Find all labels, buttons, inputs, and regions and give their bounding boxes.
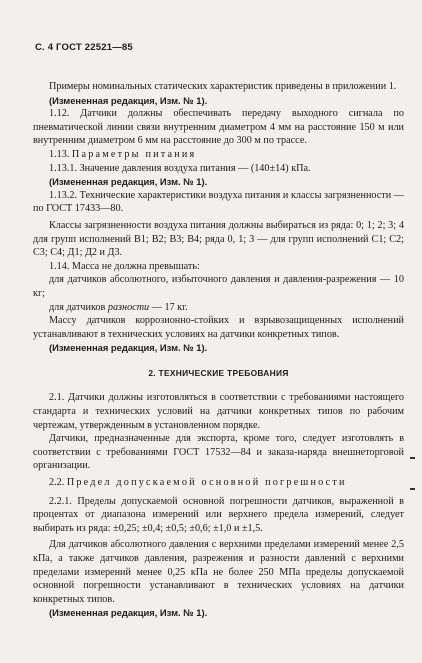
paragraph: 1.13. Параметры питания (49, 148, 197, 160)
paragraph: Датчики, предназначенные для экспорта, кроме того, следует изготовлять в соответствии с требованиями ГОСТ 17532—84 и заказа-наряда внешнеторговой организации. (33, 433, 404, 472)
italic-text: разности (107, 301, 150, 313)
amendment-note: (Измененная редакция, Изм. № 1). (49, 176, 208, 188)
section-heading: 2. ТЕХНИЧЕСКИЕ ТРЕБОВАНИЯ (148, 367, 289, 378)
paragraph: 1.14. Масса не должна превышать: (49, 260, 200, 272)
paragraph: для датчиков абсолютного, избыточного давления и давления-разрежения — 10 кг; (33, 274, 404, 299)
page-header: С. 4 ГОСТ 22521—85 (35, 42, 133, 53)
paragraph: 1.13.2. Технические характеристики воздуха питания и классы загрязненности — по ГОСТ 17433—80. (33, 189, 404, 215)
paragraph: 1.13.1. Значение давления воздуха питания — (140±14) кПа. (49, 162, 311, 174)
margin-mark (410, 457, 415, 459)
margin-mark (410, 488, 415, 490)
paragraph: 2.2.1. Пределы допускаемой основной погрешности датчиков, выраженной в процентах от диапазона измерений или верхнего предела измерений, следует выбирать из ряда: ±0,25; ±0,4; ±0,5; ±0,6; ±1,0 и ±1,5. (33, 495, 404, 534)
amendment-note: (Измененная редакция, Изм. № 1). (49, 94, 208, 106)
amendment-note: (Измененная редакция, Изм. № 1). (49, 607, 208, 619)
document-body (33, 80, 404, 620)
paragraph: для датчиков разности — 17 кг. (49, 301, 188, 313)
paragraph: Классы загрязненности воздуха питания должны выбираться из ряда: 0; 1; 2; 3; 4 для групп исполнений В1; В2; В3; В4; ряда 0, 1; 3 — для групп исполнений С1; С2; С3; С4; Д1; Д2 и Д3. (33, 219, 404, 259)
amendment-note: (Измененная редакция, Изм. № 1). (49, 342, 208, 354)
paragraph: Примеры номинальных статических характеристик приведены в приложении 1. (49, 81, 397, 92)
paragraph: Массу датчиков коррозионно-стойких и взрывозащищенных исполнений устанавливают в технических условиях на датчики конкретных типов. (33, 315, 404, 340)
paragraph: 2.1. Датчики должны изготовляться в соответствии с требованиями настоящего стандарта и технических условий на датчики конкретных типов по рабочим чертежам, утвержденным в установленном порядке. (33, 392, 404, 431)
paragraph: 2.2. Предел допускаемой основной погрешности (49, 477, 347, 489)
spaced-heading-text: Предел допускаемой основной погрешности (66, 477, 347, 489)
paragraph: Для датчиков абсолютного давления с верхними пределами измерений менее 2,5 кПа, а также датчиков давления, разрежения и разности давлений с верхними пределами измерений менее 0,25 кПа не более 250 МПа пределы допускаемой основной погрешности устанавливают в технических условиях на датчики конкретных типов. (33, 539, 404, 605)
paragraph: 1.12. Датчики должны обеспечивать передачу выходного сигнала по пневматической линии связи внутренним диаметром 4 мм на расстояние 150 м или внутренним диаметром 6 мм на расстояние до 300 м по трассе. (33, 108, 404, 147)
spaced-heading-text: Параметры питания (71, 148, 197, 160)
